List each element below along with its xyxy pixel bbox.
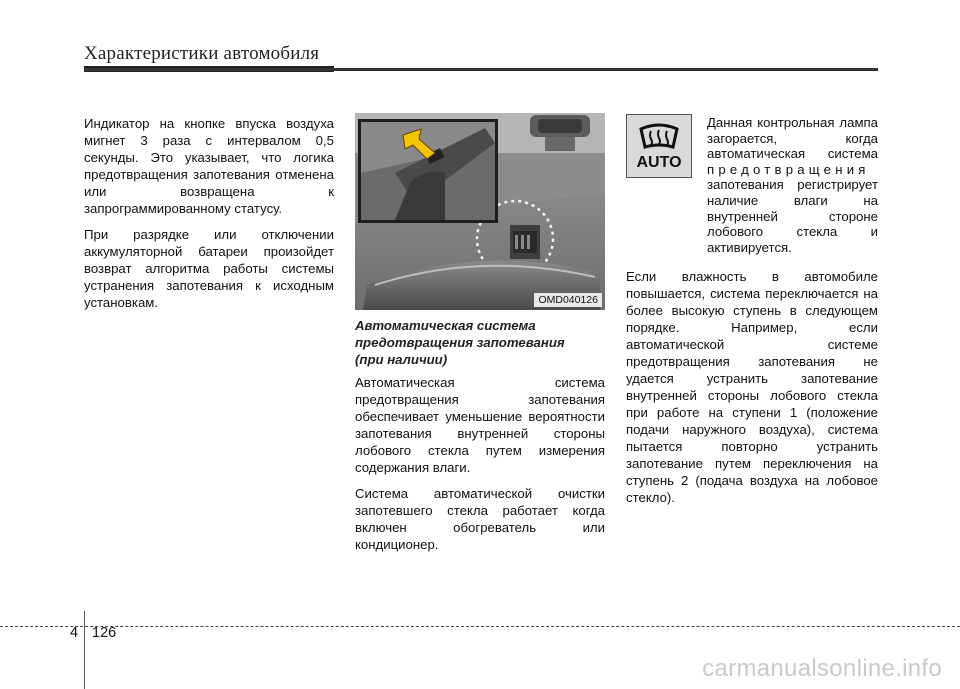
section-title: Характеристики автомобиля (84, 43, 320, 64)
paragraph-system-description: Автоматическая система предотвращения запотевания обеспечивает уменьшение вероятности запотевания внутренней стороны лобового стекла путем измерения содержания влаги. (355, 375, 605, 475)
inset-detail (358, 119, 498, 223)
sensor-illustration-svg (355, 113, 605, 310)
heading-line-2: предотвращения запотевания (355, 335, 565, 350)
header-rule (84, 68, 878, 71)
auto-defog-icon (626, 114, 692, 178)
column-3 (626, 268, 878, 515)
column-1 (84, 115, 334, 320)
page-number (70, 625, 116, 641)
auto-icon-label: AUTO (636, 154, 682, 171)
page-number-value: 126 (92, 625, 117, 641)
paragraph-indicator-blink: Индикатор на кнопке впуска воздуха мигнет 3 раза с интервалом 0,5 секунды. Это указывает, что логика предотвращения запотевания отменена или возвращена к запрограммированному статусу. (84, 116, 334, 216)
column-2 (355, 317, 605, 562)
paragraph-operating-conditions: Система автоматической очистки запотевшего стекла работает когда включен обогреватель или кондиционер. (355, 486, 605, 552)
heading-line-1: Автоматическая система (355, 318, 536, 333)
heading-line-3: (при наличии) (355, 352, 448, 367)
note-part-2: запотевания регистрирует наличие влаги на внутренней стороне лобового стекла и активируется. (707, 177, 878, 255)
illustration-humidity-sensor (355, 113, 605, 310)
footer-vertical-line (84, 611, 85, 689)
footer-rule (0, 626, 960, 627)
auto-defog-heading (355, 317, 605, 368)
chapter-number: 4 (70, 625, 79, 641)
note-part-1: Данная контрольная лампа загорается, когда автоматическая система (707, 115, 878, 162)
sensor-mount (510, 225, 540, 259)
indicator-note (707, 115, 878, 255)
watermark: carmanualsonline.info (702, 655, 942, 682)
paragraph-humidity-steps: Если влажность в автомобиле повышается, система переключается на более высокую ступень в следующем порядке. Например, если автоматической системе предотвращения запотевания не удается устранить запотевание внутренней стороны лобового стекла при работе на ступени 1 (положение подачи наружного воздуха), система пытается повторно устранить запотевание путем переключения на ступень 2 (подача воздуха на лобовое стекло). (626, 269, 878, 505)
paragraph-battery-reset: При разрядке или отключении аккумуляторной батареи произойдет возврат алгоритма работы системы устранения запотевания к исходным установкам. (84, 227, 334, 310)
note-spaced-word: предотвращения (707, 161, 870, 177)
windshield-auto-icon (627, 115, 691, 177)
illustration-code: OMD040126 (534, 293, 602, 307)
